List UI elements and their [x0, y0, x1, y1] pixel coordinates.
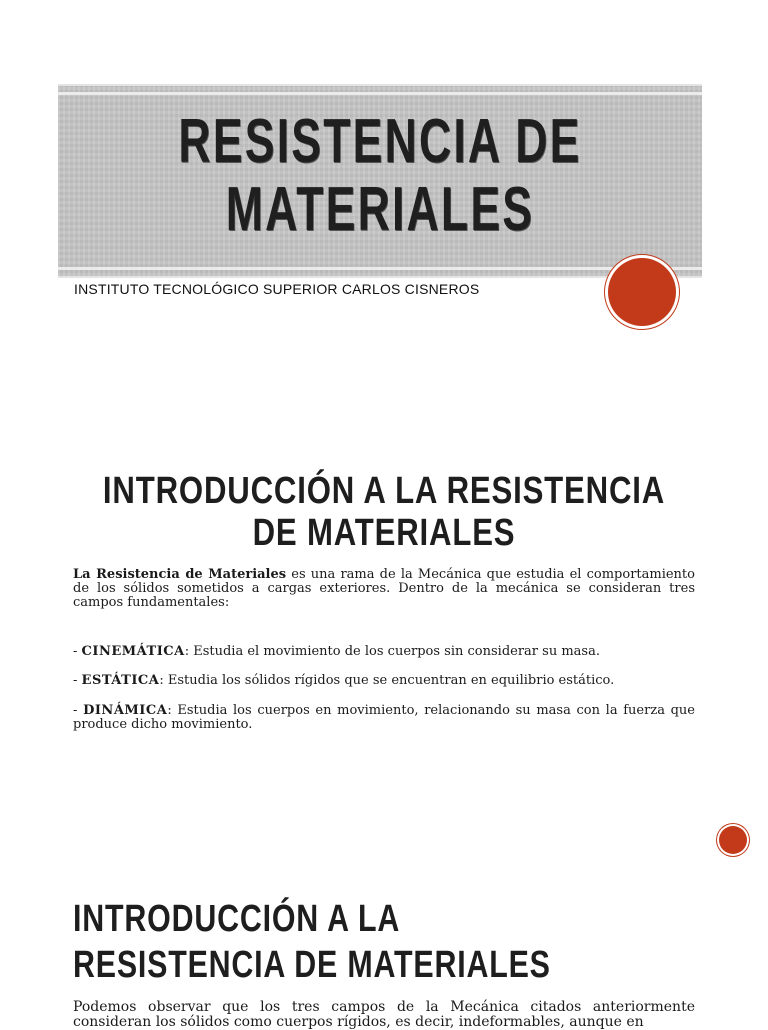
intro-strong: La Resistencia de Materiales [73, 567, 287, 582]
bullet-estatica [73, 674, 695, 688]
bullet-dinamica [73, 704, 695, 732]
institute-name: INSTITUTO TECNOLÓGICO SUPERIOR CARLOS CISNEROS [74, 281, 480, 297]
bullet-term: ESTÁTICA [81, 673, 160, 688]
slide2-intro [73, 568, 695, 610]
bullet-prefix: - [73, 644, 82, 659]
bullet-text: : Estudia el movimiento de los cuerpos sin considerar su masa. [184, 644, 600, 659]
slide3-title: INTRODUCCIÓN A LA RESISTENCIA DE MATERIALES [73, 898, 551, 986]
bullet-cinematica [73, 645, 695, 659]
title-band [58, 84, 702, 278]
main-title: RESISTENCIA DE MATERIALES [178, 107, 582, 244]
bullet-term: CINEMÁTICA [81, 644, 185, 659]
slide3-body: Podemos observar que los tres campos de la Mecánica citados anteriormente consideran los sólidos como cuerpos rígidos, es decir, indeformables, aunque en [73, 999, 695, 1030]
bullet-term: DINÁMICA [83, 703, 168, 718]
bullet-prefix: - [73, 703, 84, 718]
bullet-prefix: - [73, 673, 82, 688]
bullet-text: : Estudia los sólidos rígidos que se encuentran en equilibrio estático. [159, 673, 615, 688]
slide2-title: INTRODUCCIÓN A LA RESISTENCIA DE MATERIALES [102, 470, 666, 554]
decorative-circle-icon [608, 258, 676, 326]
decorative-circle-icon [719, 826, 747, 854]
bullet-text: : Estudia los cuerpos en movimiento, relacionando su masa con la fuerza que produce dicho movimiento. [73, 703, 696, 732]
intro-text: es una rama de la Mecánica que estudia el comportamiento de los sólidos sometidos a cargas exteriores. Dentro de la mecánica se consideran tres campos fundamentales: [73, 567, 695, 610]
